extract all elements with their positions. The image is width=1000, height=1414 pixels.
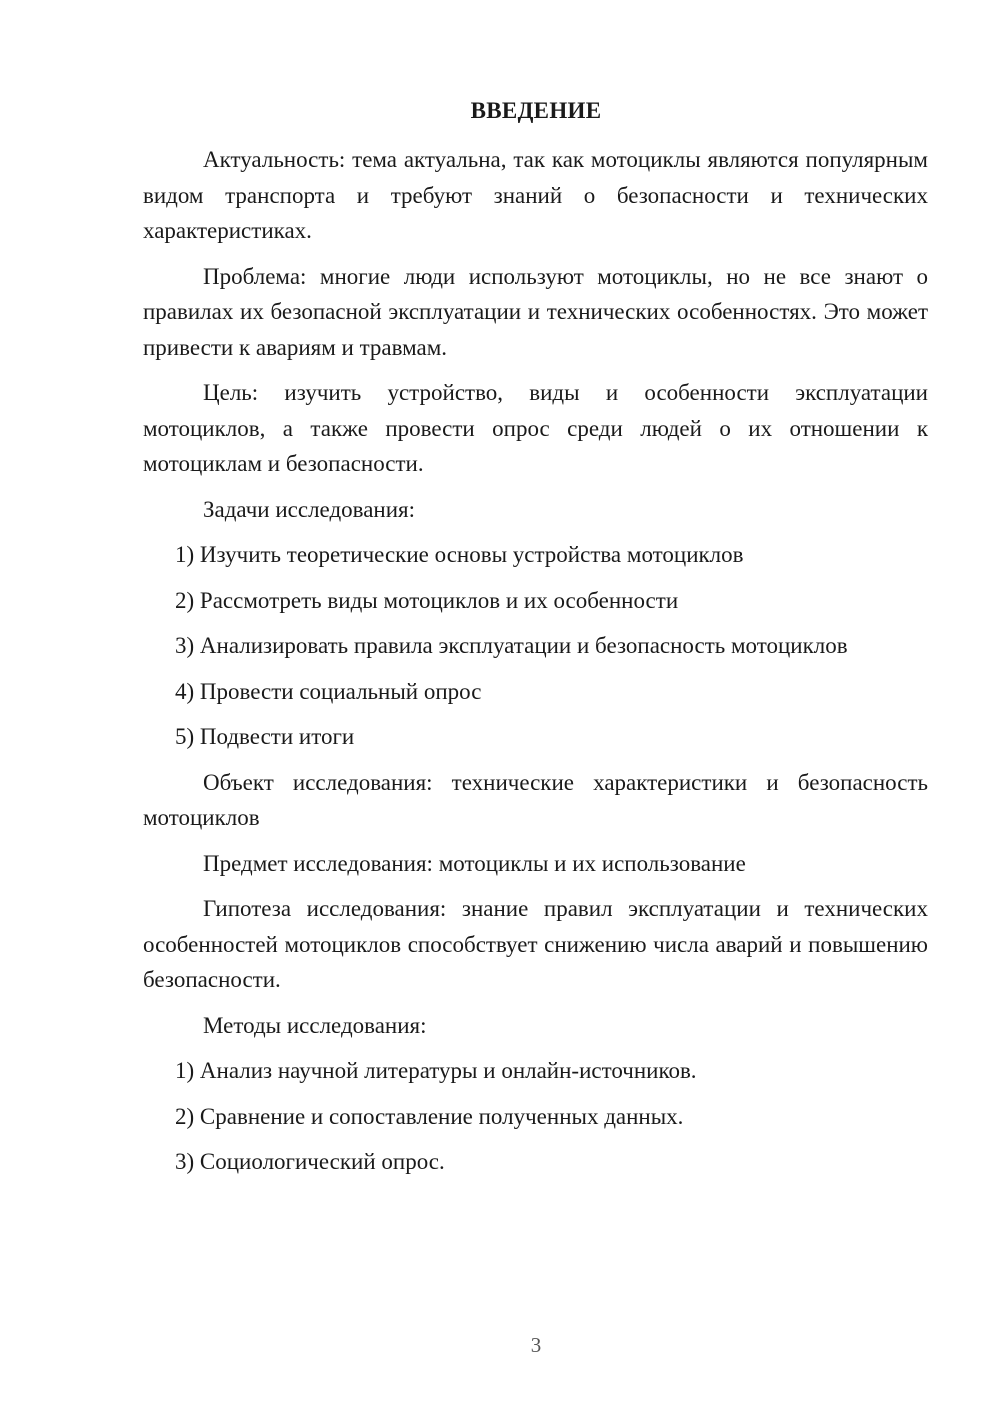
relevance-paragraph: Актуальность: тема актуальна, так как мотоциклы являются популярным видом транспорта и требуют знаний о безопасности и технических характеристиках. [143,147,928,243]
task-item: 5) Подвести итоги [175,724,355,749]
task-item: 3) Анализировать правила эксплуатации и безопасность мотоциклов [175,633,848,658]
page-title: ВВЕДЕНИЕ [470,98,602,123]
methods-heading: Методы исследования: [203,1012,427,1038]
hypothesis-paragraph: Гипотеза исследования: знание правил эксплуатации и технических особенностей мотоциклов способствует снижению числа аварий и повышению безопасности. [143,896,928,992]
subject-paragraph: Предмет исследования: мотоциклы и их использование [203,850,746,876]
page-number: 3 [530,1333,542,1357]
task-item: 1) Изучить теоретические основы устройства мотоциклов [175,542,744,567]
goal-paragraph: Цель: изучить устройство, виды и особенности эксплуатации мотоциклов, а также провести опрос среди людей о их отношении к мотоциклам и безопасности. [143,380,928,476]
tasks-heading: Задачи исследования: [203,496,416,522]
task-item: 2) Рассмотреть виды мотоциклов и их особенности [175,587,679,613]
method-item: 3) Социологический опрос. [175,1149,445,1174]
object-paragraph: Объект исследования: технические характеристики и безопасность мотоциклов [143,769,928,830]
method-item: 1) Анализ научной литературы и онлайн-источников. [175,1058,697,1083]
problem-paragraph: Проблема: многие люди используют мотоциклы, но не все знают о правилах их безопасной эксплуатации и технических особенностях. Это может привести к авариям и травмам. [143,263,928,360]
method-item: 2) Сравнение и сопоставление полученных данных. [175,1103,684,1129]
task-item: 4) Провести социальный опрос [175,678,482,704]
document-body [143,142,928,1190]
